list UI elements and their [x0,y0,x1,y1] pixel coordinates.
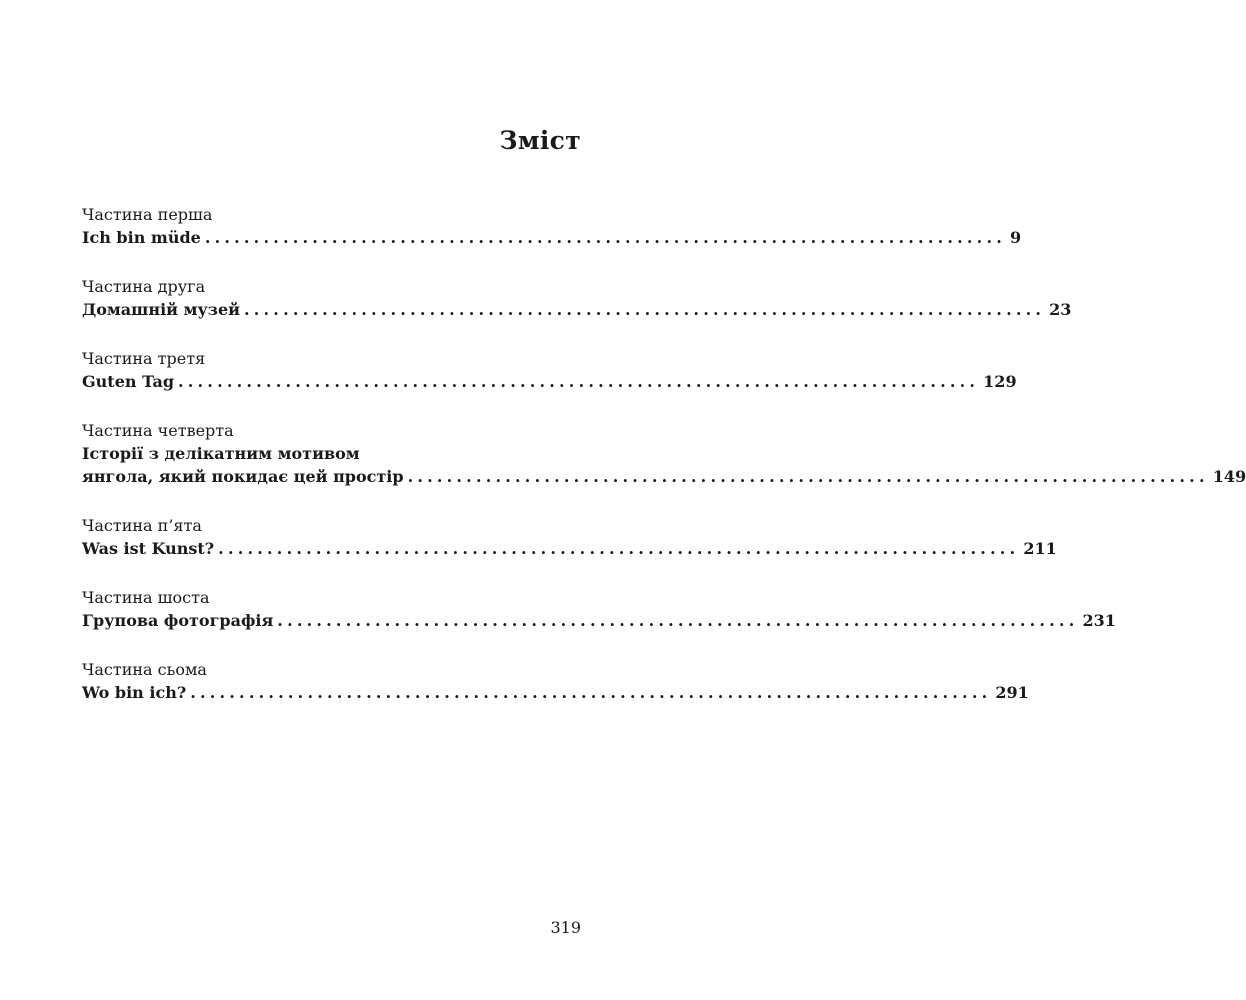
part-label: Частина четверта [82,421,234,440]
chapter-title: Was ist Kunst? [82,539,215,558]
page-number: 149 [1212,467,1246,486]
chapter-title: Guten Tag [82,372,174,391]
chapter-title: Wo bin ich? [82,683,187,702]
part-label: Частина шоста [82,588,210,607]
chapter-title-line: Історії з делікатним мотивом [82,444,360,463]
dot-leader: .................................................................................. [243,300,1046,319]
part-label: Частина сьома [82,660,207,679]
chapter-title: Домашній музей [82,300,240,319]
chapter-title: Групова фотографія [82,611,274,630]
toc-entry [82,515,1057,560]
dot-leader: .................................................................................. [218,539,1020,558]
toc-title-row[interactable] [82,465,1246,488]
folio-page-number: 319 [550,918,581,937]
dot-leader: .................................................................................. [407,467,1209,486]
toc-title-row[interactable] [82,298,1072,321]
toc-title-row[interactable] [82,681,1029,704]
part-label: Частина п’ята [82,516,202,535]
part-label: Частина друга [82,277,206,296]
toc-entry [82,587,1116,632]
toc-entry [82,420,1246,488]
toc-entry [82,348,1017,393]
dot-leader: .................................................................................. [190,683,992,702]
toc-title-row[interactable] [82,226,1022,249]
toc-entry [82,204,1022,249]
part-label: Частина перша [82,205,213,224]
page-title: Зміст [499,126,581,155]
toc-entry [82,659,1029,704]
page-number: 231 [1082,611,1116,630]
chapter-title: янгола, який покидає цей простір [82,467,404,486]
page-number: 211 [1023,539,1057,558]
page-number: 129 [983,372,1017,391]
chapter-title: Ich bin müde [82,228,201,247]
toc-title-row[interactable] [82,609,1116,632]
toc-entry [82,276,1072,321]
toc-title-row[interactable] [82,370,1017,393]
dot-leader: .................................................................................. [277,611,1079,630]
page-number: 9 [1010,228,1022,247]
table-of-contents [82,204,1246,731]
toc-title-row[interactable] [82,537,1057,560]
page-number: 23 [1049,300,1072,319]
dot-leader: .................................................................................. [178,372,980,391]
dot-leader: .................................................................................. [204,228,1006,247]
part-label: Частина третя [82,349,206,368]
page-number: 291 [995,683,1029,702]
